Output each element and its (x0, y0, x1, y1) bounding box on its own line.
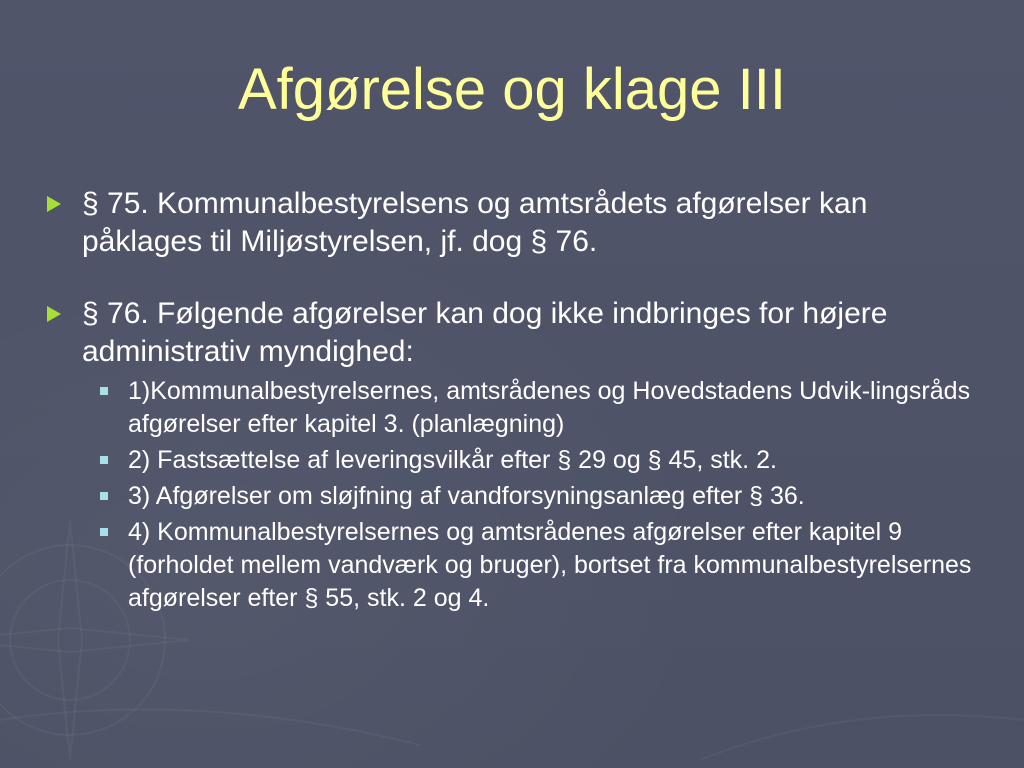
sub-bullet-text: 4) Kommunalbestyrelsernes og amtsrådenes afgørelser efter kapitel 9 (forholdet mellem vandværk og bruger), bortset fra kommunalbestyrelsernes afgørelser efter § 55, stk. 2 og 4. (128, 518, 972, 612)
slide-content (42, 185, 992, 615)
sub-bullet-item (42, 375, 992, 441)
square-bullet-icon (100, 387, 108, 395)
sub-bullet-item (42, 444, 992, 477)
square-bullet-icon (100, 456, 108, 464)
sub-bullet-text: 1)Kommunalbestyrelsernes, amtsrådenes og Hovedstadens Udvik-lingsråds afgørelser efter kapitel 3. (planlægning) (128, 377, 971, 438)
bullet-text: § 75. Kommunalbestyrelsens og amtsrådets afgørelser kan påklages til Miljøstyrelsen, jf. dog § 76. (82, 187, 868, 258)
square-bullet-icon (100, 528, 108, 536)
bullet-item (42, 295, 992, 371)
sub-bullet-list (42, 375, 992, 615)
bullet-text: § 76. Følgende afgørelser kan dog ikke indbringes for højere administrativ myndighed: (82, 297, 888, 368)
sub-bullet-text: 2) Fastsættelse af leveringsvilkår efter § 29 og § 45, stk. 2. (128, 446, 777, 474)
square-bullet-icon (100, 492, 108, 500)
sub-bullet-text: 3) Afgørelser om sløjfning af vandforsyningsanlæg efter § 36. (128, 482, 805, 510)
triangle-right-icon (47, 196, 61, 212)
bullet-item (42, 185, 992, 261)
triangle-right-icon (47, 306, 61, 322)
sub-bullet-item (42, 516, 992, 615)
slide-title: Afgørelse og klage III (237, 57, 787, 122)
sub-bullet-item (42, 480, 992, 513)
